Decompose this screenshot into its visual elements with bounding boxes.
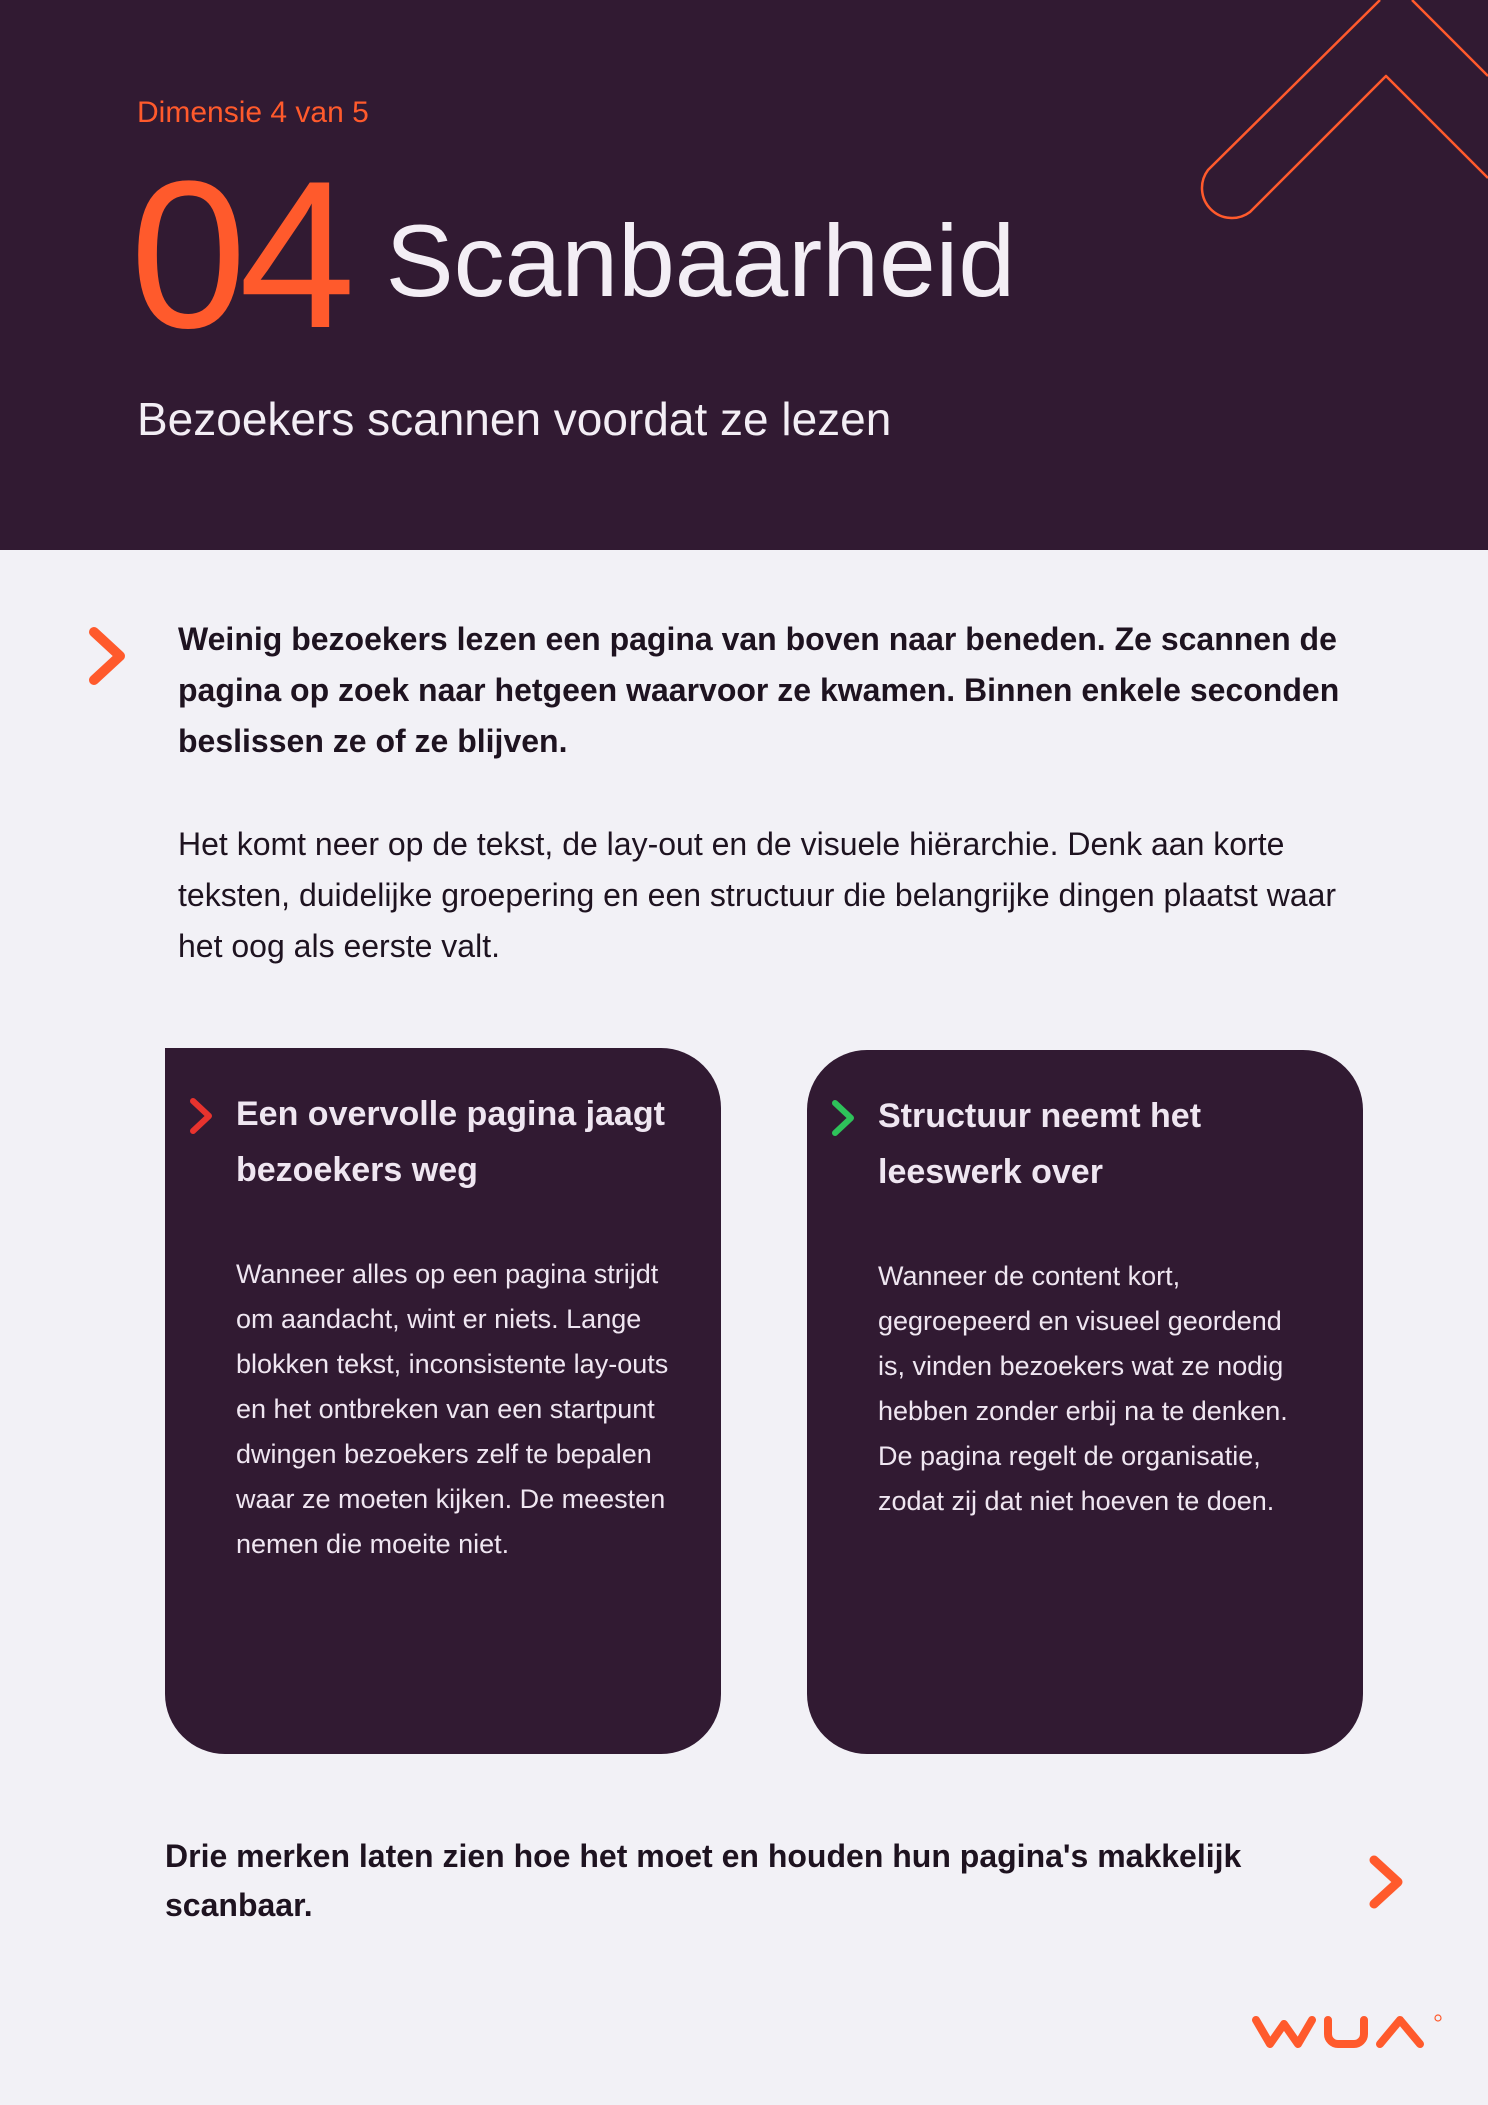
wua-logo [1250,2012,1448,2052]
card-title: Structuur neemt het leeswerk over [878,1097,1202,1191]
title-row [130,137,1016,372]
chevron-up-decoration-icon [1160,0,1488,260]
page-subtitle: Bezoekers scannen voordat ze lezen [137,393,892,445]
card-title: Een overvolle pagina jaagt bezoekers weg [236,1095,665,1189]
card-cluttered-page [165,1048,721,1754]
intro-body: Het komt neer op de tekst, de lay-out en de visuele hiërarchie. Denk aan korte teksten, duidelijke groepering en een structuur die belangrijke dingen plaatst waar het oog als eerste valt. [178,826,1337,964]
chevron-right-icon [84,624,132,688]
chevron-right-icon [1364,1852,1410,1912]
footer-text: Drie merken laten zien hoe het moet en houden hun pagina's makkelijk scanbaar. [165,1838,1242,1923]
card-body: Wanneer de content kort, gegroepeerd en visueel geordend is, vinden bezoekers wat ze nodig hebben zonder erbij na te denken. De pagina regelt de organisatie, zodat zij dat niet hoeven te doen. [878,1261,1288,1516]
header-banner [0,0,1488,550]
dimension-kicker: Dimensie 4 van 5 [137,96,369,129]
card-structure [807,1050,1363,1754]
section-number: 04 [130,137,348,372]
page-title: Scanbaarheid [385,204,1016,318]
chevron-right-red-icon [187,1096,215,1136]
chevron-right-green-icon [829,1098,857,1138]
intro-lead: Weinig bezoekers lezen een pagina van boven naar beneden. Ze scannen de pagina op zoek naar hetgeen waarvoor ze kwamen. Binnen enkele seconden beslissen ze of ze blijven. [178,621,1340,759]
card-body: Wanneer alles op een pagina strijdt om aandacht, wint er niets. Lange blokken tekst, inconsistente lay-outs en het ontbreken van een startpunt dwingen bezoekers zelf te bepalen waar ze moeten kijken. De meesten nemen die moeite niet. [236,1259,669,1559]
